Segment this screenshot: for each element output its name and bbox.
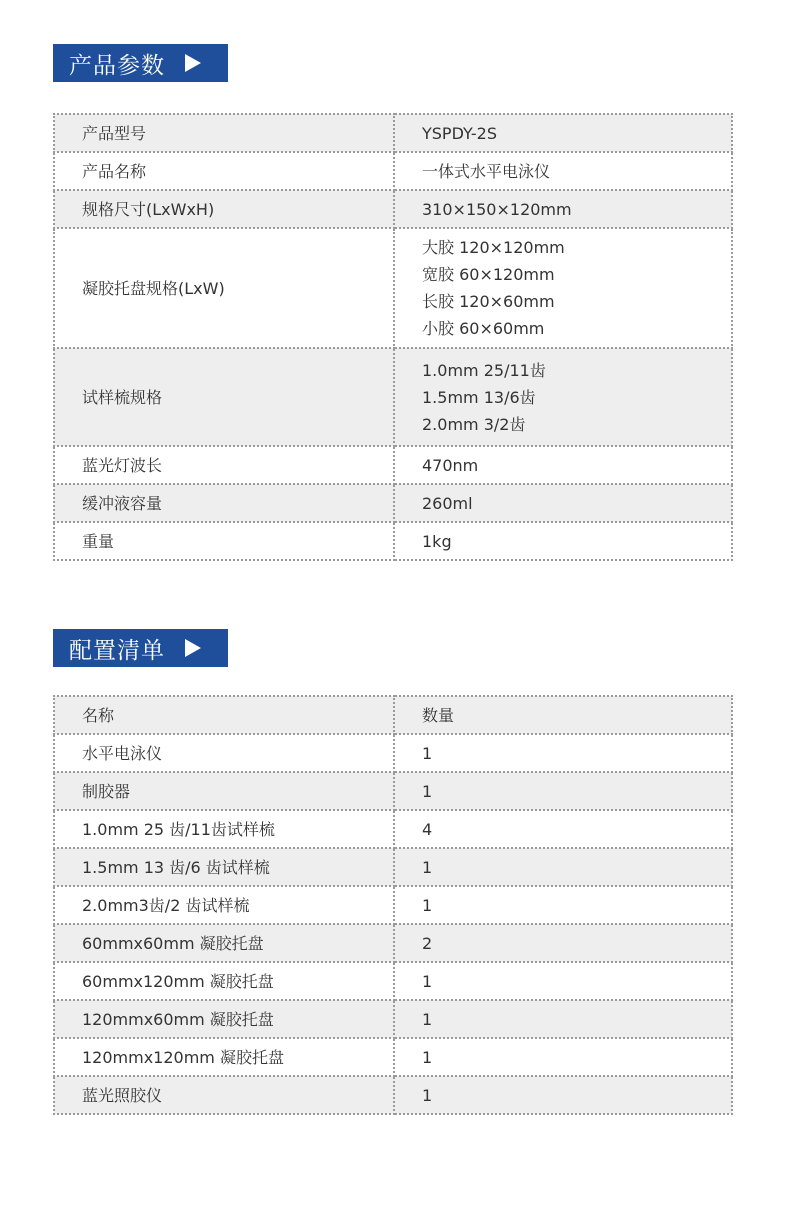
params-row-comb	[54, 348, 732, 446]
param-value: 一体式水平电泳仪	[394, 152, 732, 190]
config-item-qty: 1	[394, 962, 732, 1000]
param-value: 470nm	[394, 446, 732, 484]
play-arrow-icon	[185, 639, 201, 657]
config-header-row	[54, 696, 732, 734]
config-row	[54, 848, 732, 886]
config-item-qty: 1	[394, 1076, 732, 1114]
config-section-title: 配置清单	[69, 637, 165, 664]
config-item-qty: 2	[394, 924, 732, 962]
params-row-name	[54, 152, 732, 190]
config-item-name: 蓝光照胶仪	[54, 1076, 394, 1114]
config-row	[54, 734, 732, 772]
param-label: 重量	[54, 522, 394, 560]
config-item-qty: 1	[394, 886, 732, 924]
param-label: 产品型号	[54, 114, 394, 152]
param-label: 凝胶托盘规格(LxW)	[54, 228, 394, 348]
config-item-name: 制胶器	[54, 772, 394, 810]
config-item-qty: 1	[394, 1038, 732, 1076]
param-value: 1.0mm 25/11齿 1.5mm 13/6齿 2.0mm 3/2齿	[394, 348, 732, 446]
param-label: 试样梳规格	[54, 348, 394, 446]
config-row	[54, 1000, 732, 1038]
param-label: 缓冲液容量	[54, 484, 394, 522]
config-item-qty: 1	[394, 772, 732, 810]
config-header-qty: 数量	[394, 696, 732, 734]
param-label: 规格尺寸(LxWxH)	[54, 190, 394, 228]
config-row	[54, 1038, 732, 1076]
params-row-weight	[54, 522, 732, 560]
param-label: 产品名称	[54, 152, 394, 190]
param-value: 1kg	[394, 522, 732, 560]
param-value: 260ml	[394, 484, 732, 522]
param-label: 蓝光灯波长	[54, 446, 394, 484]
config-item-name: 2.0mm3齿/2 齿试样梳	[54, 886, 394, 924]
config-item-name: 60mmx120mm 凝胶托盘	[54, 962, 394, 1000]
config-item-name: 120mmx120mm 凝胶托盘	[54, 1038, 394, 1076]
params-table	[53, 113, 733, 561]
params-section-header	[53, 44, 228, 82]
param-value: 310×150×120mm	[394, 190, 732, 228]
params-row-wavelength	[54, 446, 732, 484]
config-row	[54, 810, 732, 848]
params-row-gel-tray	[54, 228, 732, 348]
config-item-qty: 1	[394, 734, 732, 772]
params-row-buffer	[54, 484, 732, 522]
config-item-name: 1.5mm 13 齿/6 齿试样梳	[54, 848, 394, 886]
params-section-title: 产品参数	[69, 52, 165, 79]
config-item-name: 1.0mm 25 齿/11齿试样梳	[54, 810, 394, 848]
config-item-name: 水平电泳仪	[54, 734, 394, 772]
play-arrow-icon	[185, 54, 201, 72]
config-row	[54, 772, 732, 810]
config-item-qty: 1	[394, 848, 732, 886]
params-row-model	[54, 114, 732, 152]
params-row-dimensions	[54, 190, 732, 228]
config-item-qty: 4	[394, 810, 732, 848]
config-row	[54, 1076, 732, 1114]
config-item-name: 60mmx60mm 凝胶托盘	[54, 924, 394, 962]
config-row	[54, 886, 732, 924]
config-row	[54, 924, 732, 962]
config-header-name: 名称	[54, 696, 394, 734]
config-table	[53, 695, 733, 1115]
config-item-name: 120mmx60mm 凝胶托盘	[54, 1000, 394, 1038]
config-row	[54, 962, 732, 1000]
param-value: YSPDY-2S	[394, 114, 732, 152]
config-section-header	[53, 629, 228, 667]
config-item-qty: 1	[394, 1000, 732, 1038]
param-value: 大胶 120×120mm 宽胶 60×120mm 长胶 120×60mm 小胶 60×60mm	[394, 228, 732, 348]
